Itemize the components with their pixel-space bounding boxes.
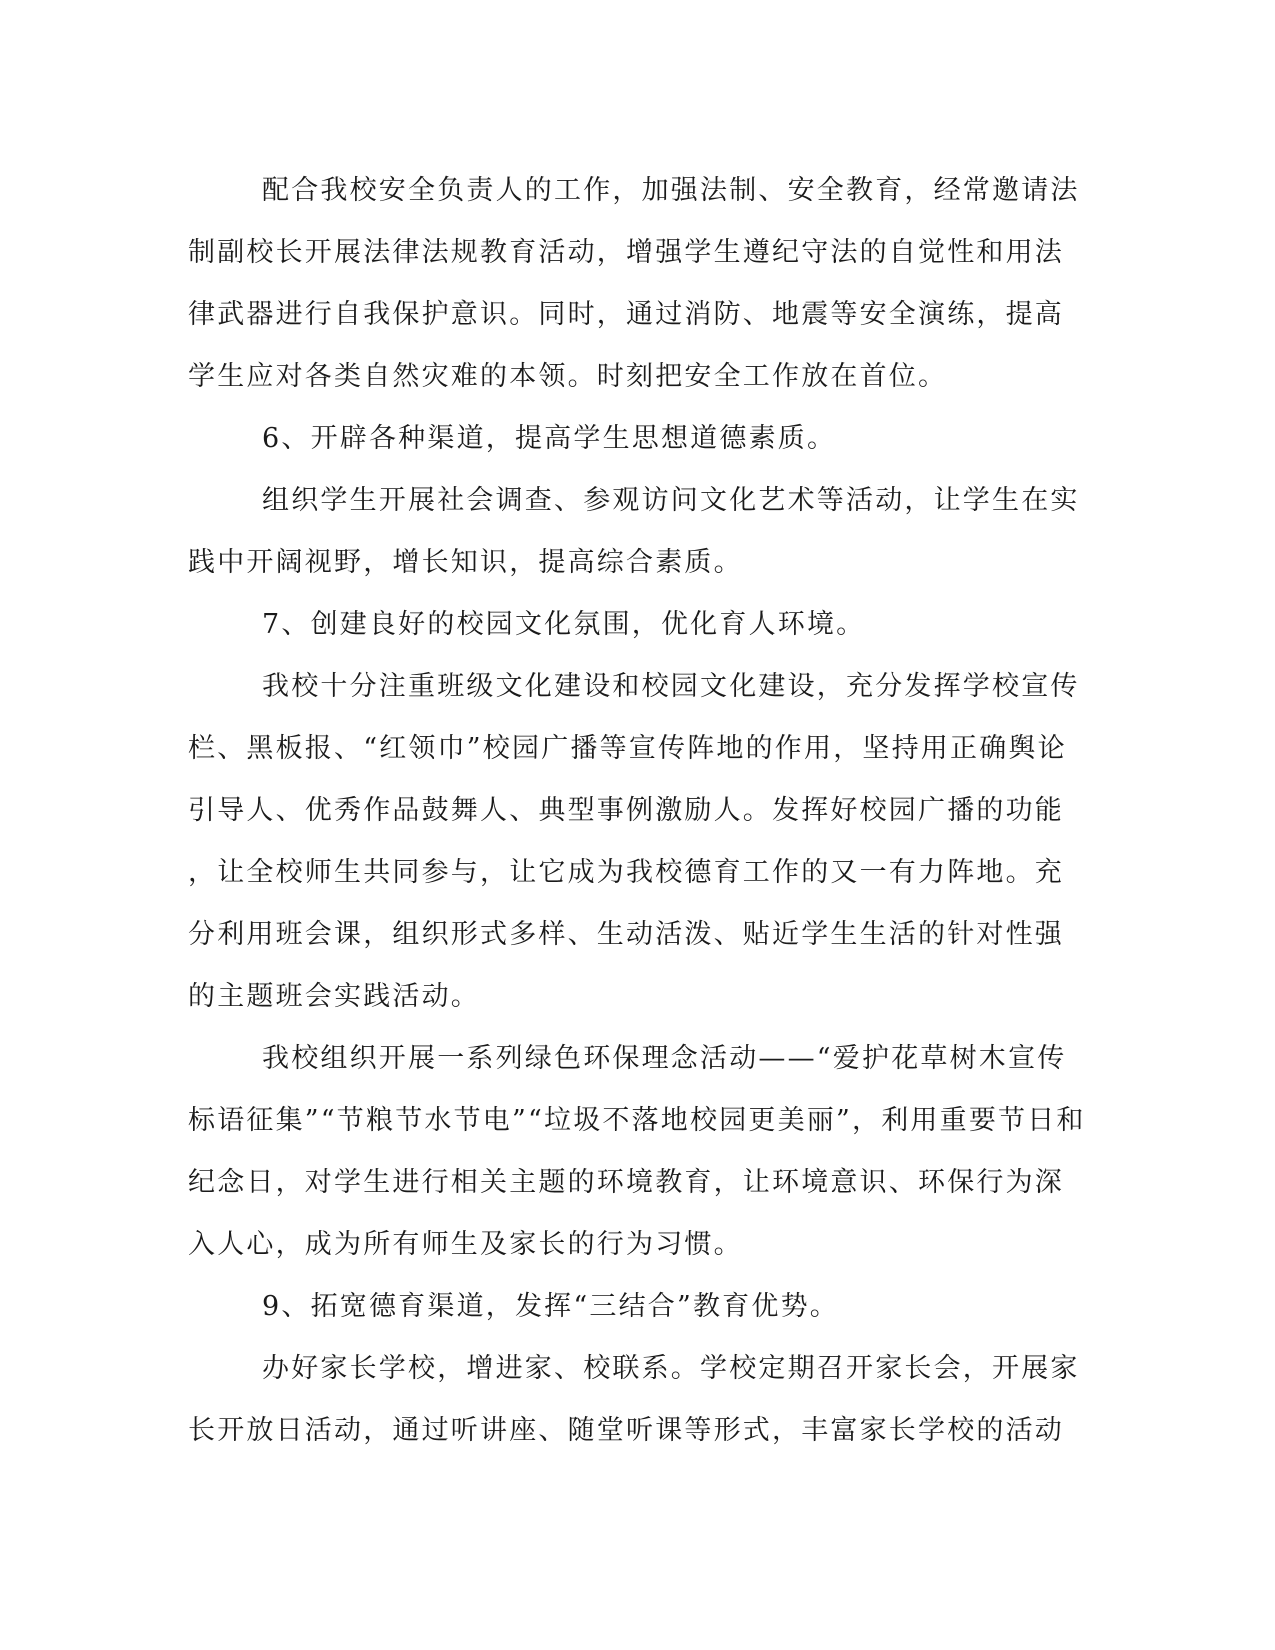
- document-body: [188, 160, 1088, 1462]
- paragraph-line: 配合我校安全负责人的工作，加强法制、安全教育，经常邀请法: [262, 175, 1080, 206]
- paragraph-line: 组织学生开展社会调查、参观访问文化艺术等活动，让学生在实: [262, 485, 1080, 516]
- paragraph-line: 制副校长开展法律法规教育活动，增强学生遵纪守法的自觉性和用法: [188, 237, 1064, 268]
- paragraph-line: 纪念日，对学生进行相关主题的环境教育，让环境意识、环保行为深: [188, 1167, 1064, 1198]
- paragraph-line: 学生应对各类自然灾难的本领。时刻把安全工作放在首位。: [188, 361, 948, 392]
- paragraph-line: 办好家长学校，增进家、校联系。学校定期召开家长会，开展家: [262, 1353, 1080, 1384]
- paragraph-line: 标语征集”“节粮节水节电”“垃圾不落地校园更美丽”，利用重要节日和: [188, 1105, 1086, 1136]
- paragraph-line: ，让全校师生共同参与，让它成为我校德育工作的又一有力阵地。充: [188, 857, 1064, 888]
- paragraph-line: 践中开阔视野，增长知识，提高综合素质。: [188, 547, 743, 578]
- paragraph-line: 我校组织开展一系列绿色环保理念活动——“爱护花草树木宣传: [262, 1043, 1067, 1074]
- section-heading-9: 9、拓宽德育渠道，发挥“三结合”教育优势。: [262, 1291, 839, 1322]
- paragraph-line: 律武器进行自我保护意识。同时，通过消防、地震等安全演练，提高: [188, 299, 1064, 330]
- paragraph-line: 的主题班会实践活动。: [188, 981, 480, 1012]
- paragraph-line: 长开放日活动，通过听讲座、随堂听课等形式，丰富家长学校的活动: [188, 1415, 1064, 1446]
- paragraph-line: 分利用班会课，组织形式多样、生动活泼、贴近学生生活的针对性强: [188, 919, 1064, 950]
- paragraph-line: 引导人、优秀作品鼓舞人、典型事例激励人。发挥好校园广播的功能: [188, 795, 1064, 826]
- section-heading-7: 7、创建良好的校园文化氛围，优化育人环境。: [262, 609, 866, 640]
- paragraph-line: 入人心，成为所有师生及家长的行为习惯。: [188, 1229, 743, 1260]
- paragraph-line: 我校十分注重班级文化建设和校园文化建设，充分发挥学校宣传: [262, 671, 1080, 702]
- paragraph-line: 栏、黑板报、“红领巾”校园广播等宣传阵地的作用，坚持用正确舆论: [188, 733, 1067, 764]
- section-heading-6: 6、开辟各种渠道，提高学生思想道德素质。: [262, 423, 837, 454]
